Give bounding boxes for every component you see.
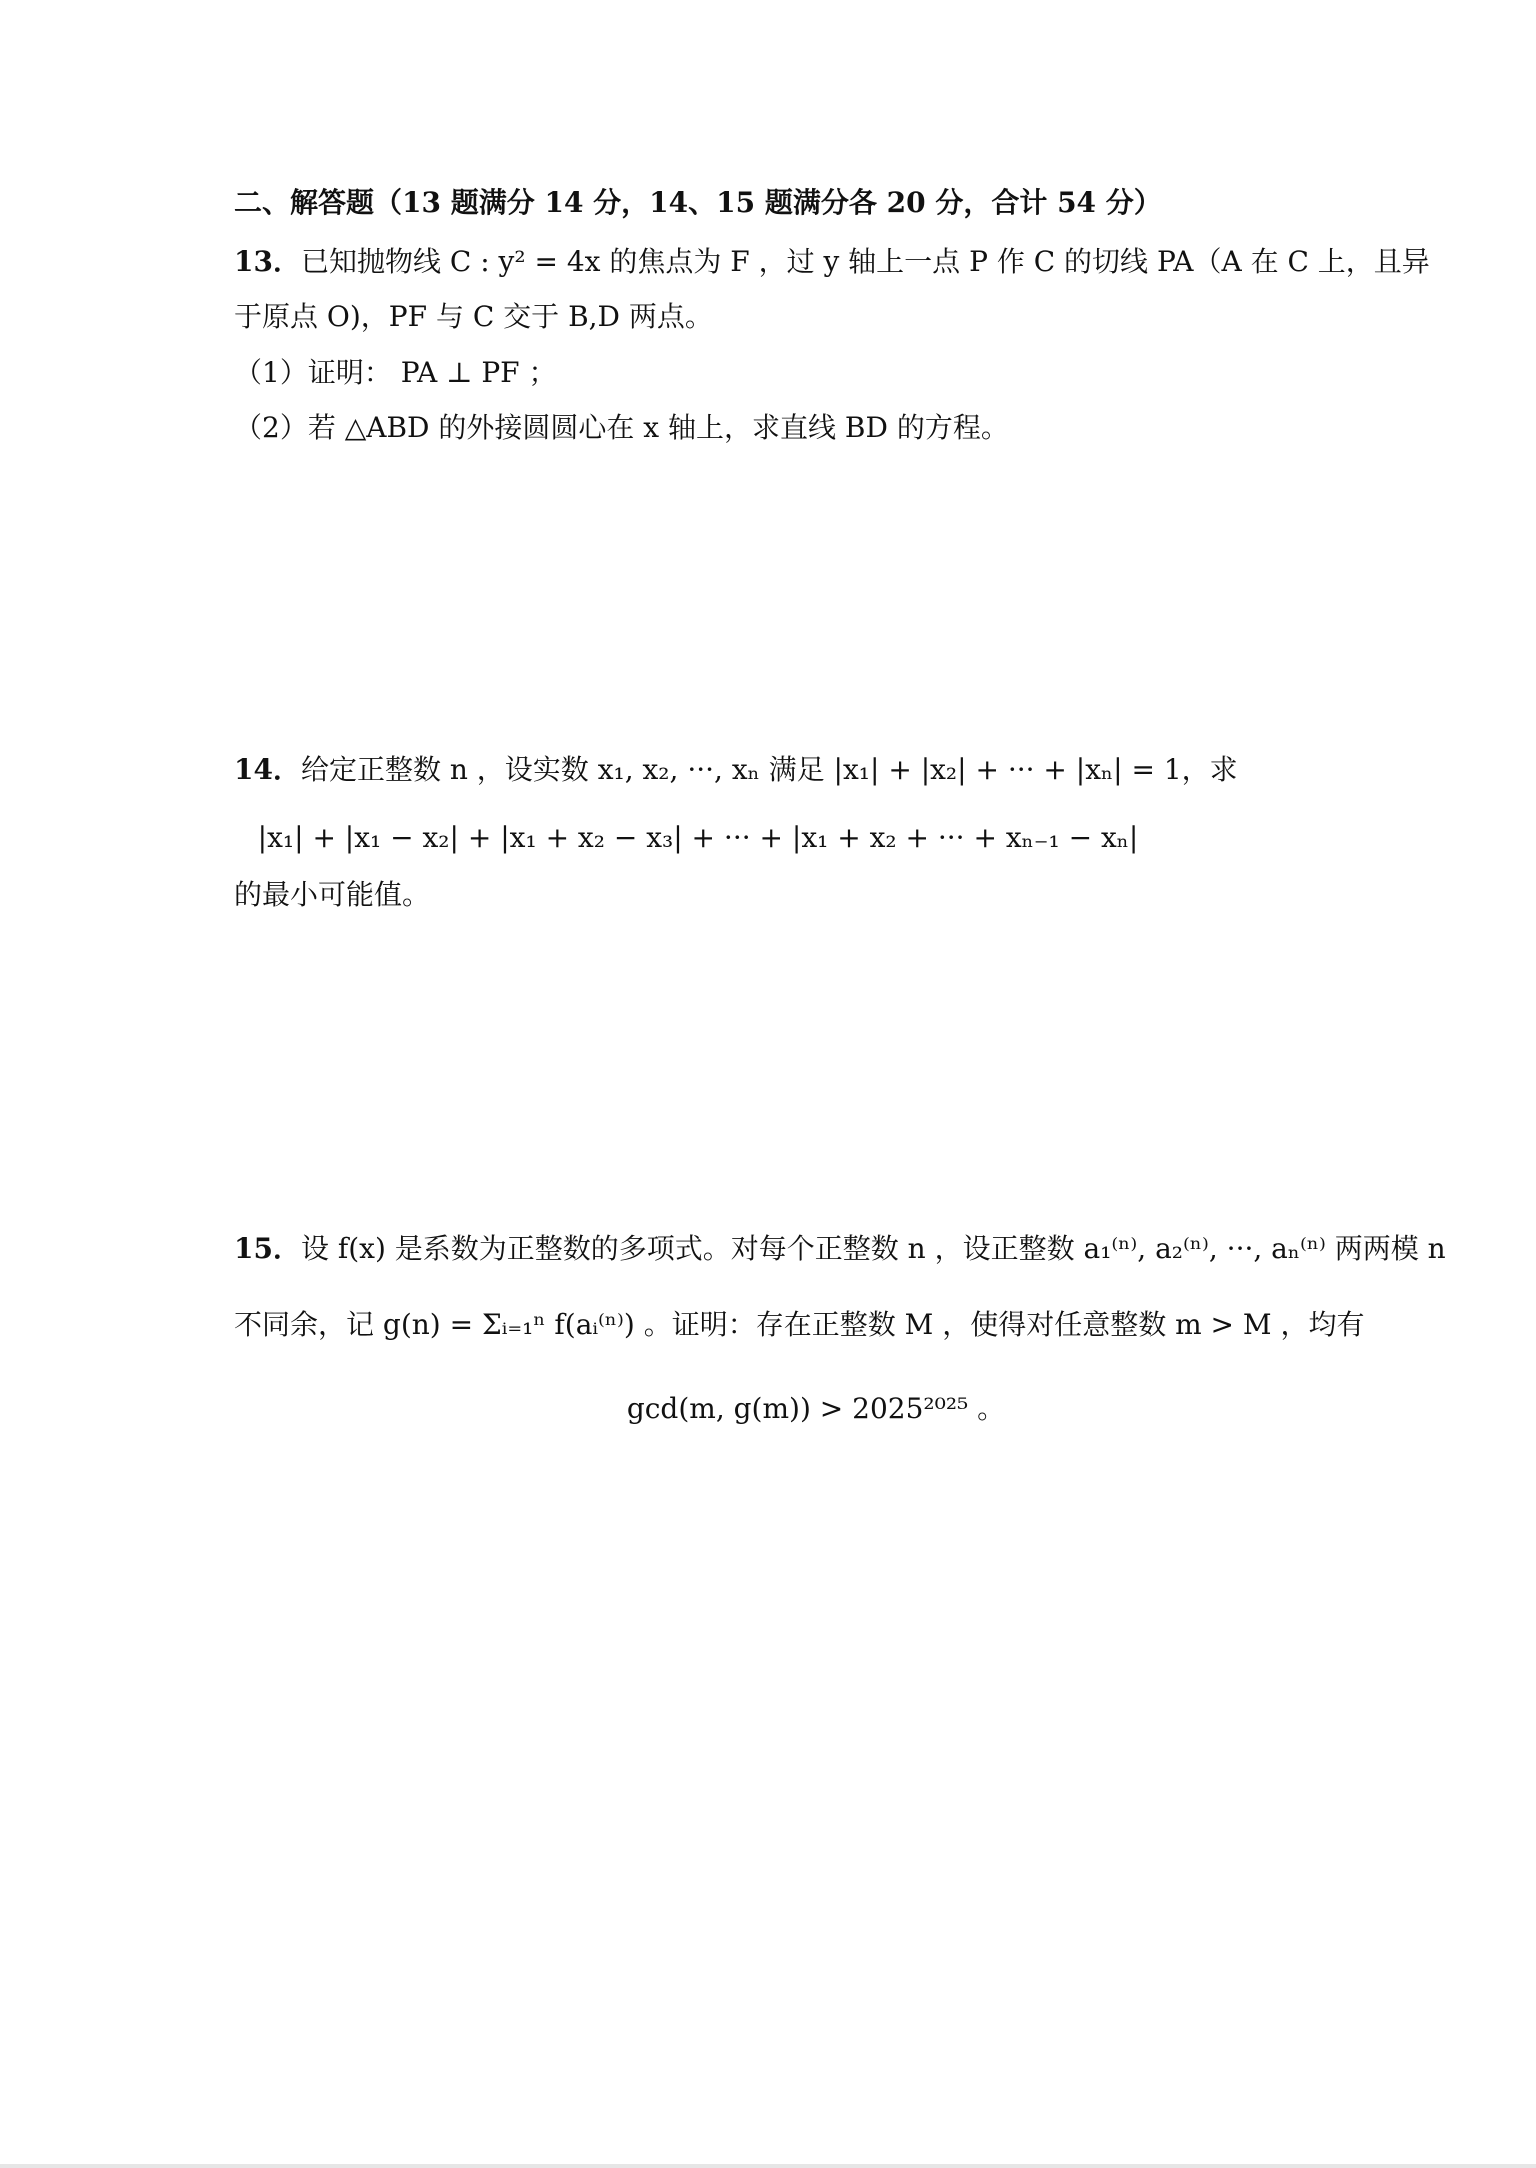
question-14-number: 14． — [234, 753, 301, 786]
page-bottom-edge — [0, 2164, 1536, 2168]
question-14-formula: |x₁| + |x₁ − x₂| + |x₁ + x₂ − x₃| + ··· + |x₁ + x₂ + ··· + xₙ₋₁ − xₙ| — [257, 821, 1139, 854]
question-13-line-2: 于原点 O)，PF 与 C 交于 B,D 两点。 — [234, 300, 713, 333]
question-14-line-1 — [234, 750, 1238, 790]
question-13-part-1: （1）证明： PA ⊥ PF ； — [234, 356, 557, 389]
question-13-line-1 — [234, 242, 1430, 282]
question-13-number: 13． — [234, 245, 301, 278]
question-14-line-3: 的最小可能值。 — [234, 878, 431, 911]
question-15-line-2: 不同余，记 g(n) = Σᵢ₌₁ⁿ f(aᵢ⁽ⁿ⁾) 。证明：存在正整数 M ，使得对任意整数 m > M ，均有 — [234, 1308, 1365, 1341]
question-15-line-1 — [234, 1229, 1446, 1269]
question-15-text-1: 设 f(x) 是系数为正整数的多项式。对每个正整数 n ，设正整数 a₁⁽ⁿ⁾, a₂⁽ⁿ⁾, ···, aₙ⁽ⁿ⁾ 两两模 n — [300, 1232, 1446, 1265]
question-15-number: 15． — [234, 1232, 301, 1265]
question-13-part-2: （2）若 △ABD 的外接圆圆心在 x 轴上，求直线 BD 的方程。 — [234, 411, 1009, 444]
question-15-formula: gcd(m, g(m)) > 2025²⁰²⁵ 。 — [626, 1392, 1006, 1425]
question-14-text-1: 给定正整数 n ，设实数 x₁, x₂, ···, xₙ 满足 |x₁| + |x₂| + ··· + |xₙ| = 1，求 — [300, 753, 1238, 786]
section-title: 二、解答题（13 题满分 14 分，14、15 题满分各 20 分，合计 54 分） — [234, 186, 1162, 219]
question-13-text-1: 已知抛物线 C : y² = 4x 的焦点为 F ，过 y 轴上一点 P 作 C 的切线 PA（A 在 C 上，且异 — [300, 245, 1430, 278]
